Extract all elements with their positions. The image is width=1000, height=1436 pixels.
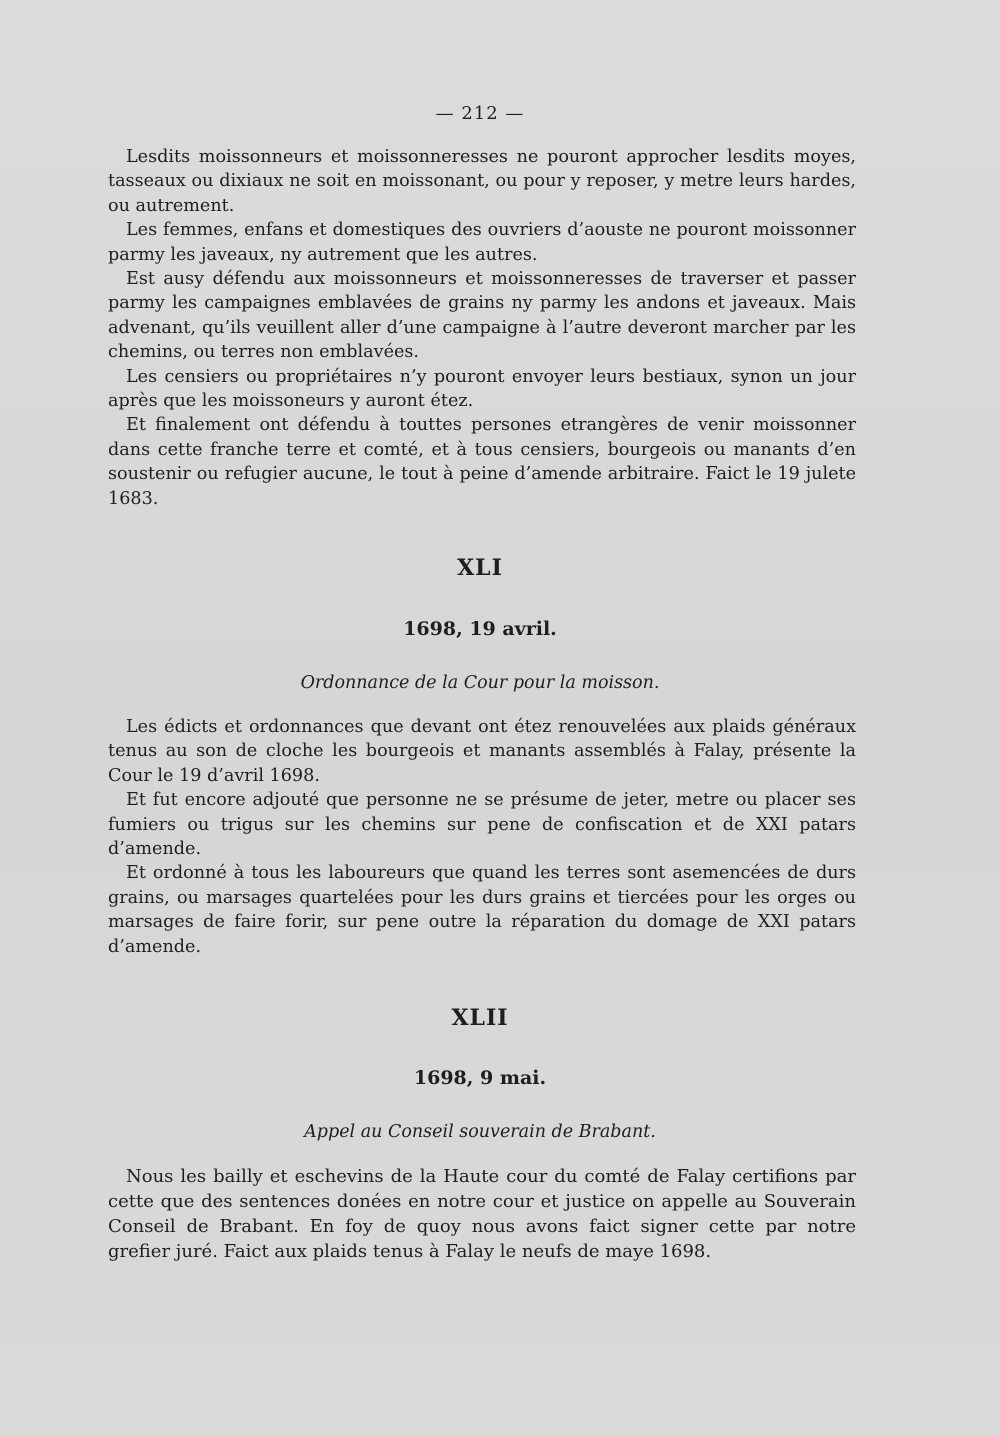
section-title: Ordonnance de la Cour pour la moisson. (300, 673, 660, 693)
paragraph: Nous les bailly et eschevins de la Haute cour du comté de Falay certifions par cette que des sentences donées en notre cour et justice on appelle au Souverain Conseil de Brabant. En foy de quoy nous avons faict signer cette par notre grefier juré. Faict aux plaids tenus à Falay le neufs de maye 1698. (108, 1166, 856, 1262)
section-title: Appel au Conseil souverain de Brabant. (304, 1122, 656, 1142)
paragraph: Lesdits moissonneurs et moissonneresses ne pouront approcher lesdits moyes, tasseaux ou dixiaux ne soit en moissonant, ou pour y reposer, y metre leurs hardes, ou autrement. (108, 147, 856, 216)
page-number: — 212 — (435, 103, 525, 124)
paragraph: Est ausy défendu aux moissonneurs et moissonneresses de traverser et passer parmy les campaignes emblavées de grains ny parmy les andons et javeaux. Mais advenant, qu’ils veuillent aller d’une campaigne à l’autre deveront marcher par les chemins, ou terres non emblavées. (108, 269, 856, 363)
section-41-text (108, 715, 856, 959)
section-number: XLII (451, 1005, 509, 1031)
paragraph: Et ordonné à tous les laboureurs que quand les terres sont asemencées de durs grains, ou marsages quartelées pour les durs grains et tiercées pour les orges ou marsages de faire forir, sur pene outre la réparation du domage de XXI patars d’amende. (108, 863, 856, 957)
section-number: XLI (457, 555, 503, 581)
paragraph: Les censiers ou propriétaires n’y pouront envoyer leurs bestiaux, synon un jour après que les moissoneurs y auront étez. (108, 366, 856, 412)
section-date: 1698, 9 mai. (413, 1067, 547, 1089)
paragraph: Les femmes, enfans et domestiques des ouvriers d’aouste ne pouront moissonner parmy les javeaux, ny autrement que les autres. (108, 220, 856, 265)
paragraph: Et finalement ont défendu à touttes persones etrangères de venir moissonner dans cette franche terre et comté, et à tous censiers, bourgeois ou manants d’en soustenir ou refugier aucune, le tout à peine d’amende arbitraire. Faict le 19 julete 1683. (108, 415, 856, 509)
intro-text (108, 145, 856, 511)
section-42-text (108, 1164, 856, 1264)
paragraph: Les édicts et ordonnances que devant ont étez renouvelées aux plaids généraux tenus au son de cloche les bourgeois et manants assemblés à Falay, présente la Cour le 19 d’avril 1698. (108, 717, 856, 786)
paragraph: Et fut encore adjouté que personne ne se présume de jeter, metre ou placer ses fumiers ou trigus sur les chemins sur pene de confiscation et de XXI patars d’amende. (108, 790, 856, 860)
section-date: 1698, 19 avril. (403, 618, 557, 640)
